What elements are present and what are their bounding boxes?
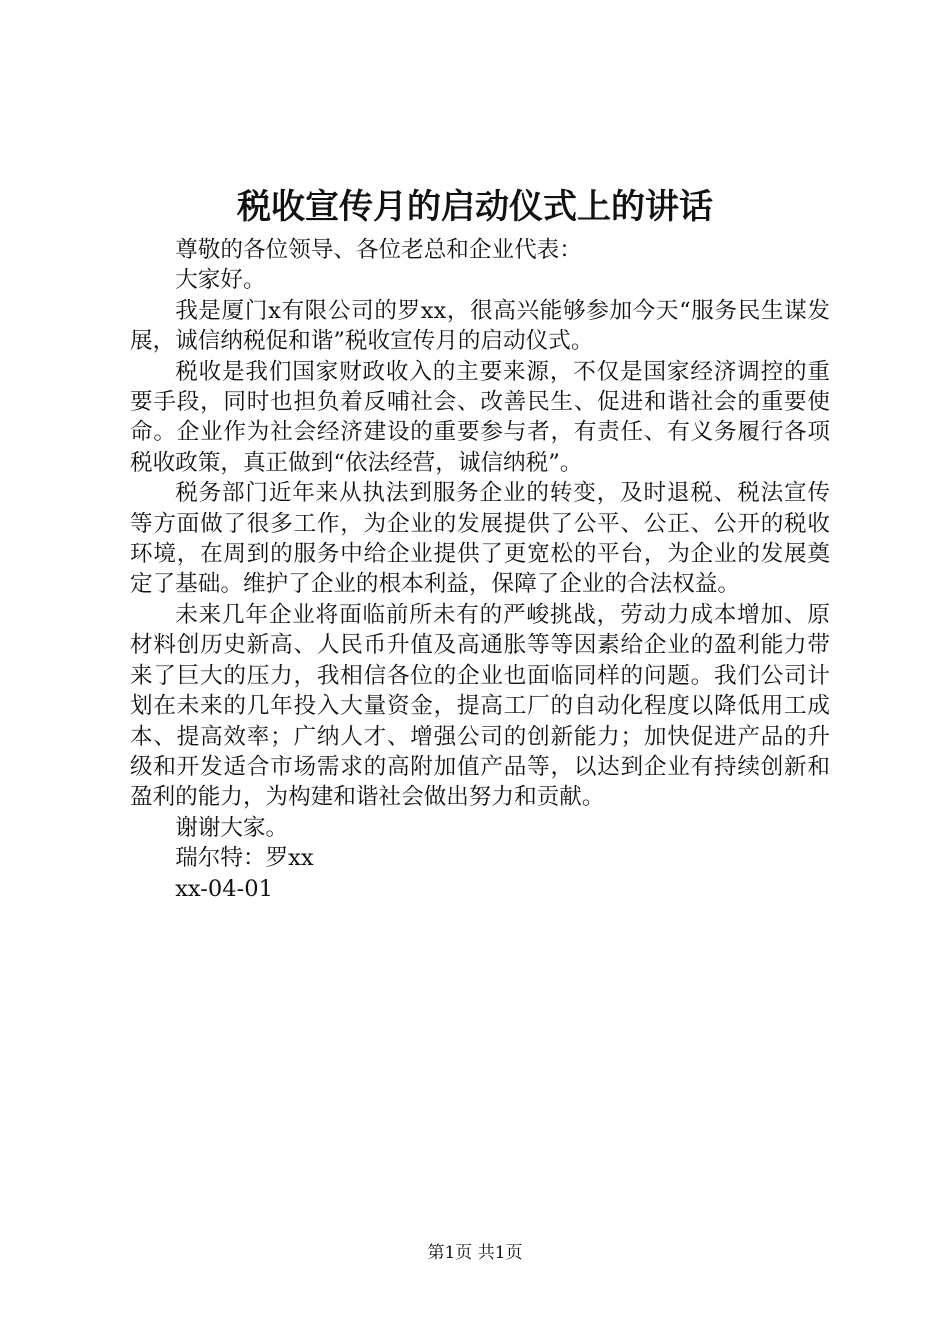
greeting: 大家好。 <box>175 267 266 294</box>
document-body <box>130 235 830 904</box>
date: xx-04-01 <box>175 875 274 902</box>
paragraph-tax-department: 税务部门近年来从执法到服务企业的转变，及时退税、税法宣传等方面做了很多工作，为企业的发展提供了公平、公正、公开的税收环境，在周到的服务中给企业提供了更宽松的平台，为企业的发展奠定了基础。维护了企业的根本利益，保障了企业的合法权益。 <box>130 480 830 598</box>
signature: 瑞尔特：罗xx <box>175 845 314 872</box>
document-title: 税收宣传月的启动仪式上的讲话 <box>237 187 713 227</box>
paragraph-future-plans: 未来几年企业将面临前所未有的严峻挑战，劳动力成本增加、原材料创历史新高、人民币升值及高通胀等等因素给企业的盈利能力带来了巨大的压力，我相信各位的企业也面临同样的问题。我们公司计划在未来的几年投入大量资金，提高工厂的自动化程度以降低用工成本、提高效率；广纳人才、增强公司的创新能力；加快促进产品的升级和开发适合市场需求的高附加值产品等，以达到企业有持续创新和盈利的能力，为构建和谐社会做出努力和贡献。 <box>130 601 830 811</box>
page-footer: 第1页 共1页 <box>427 1243 523 1263</box>
salutation: 尊敬的各位领导、各位老总和企业代表： <box>175 237 582 263</box>
closing: 谢谢大家。 <box>175 814 289 841</box>
paragraph-tax-importance: 税收是我们国家财政收入的主要来源，不仅是国家经济调控的重要手段，同时也担负着反哺社会、改善民生、促进和谐社会的重要使命。企业作为社会经济建设的重要参与者，有责任、有义务履行各项税收政策，真正做到“依法经营，诚信纳税”。 <box>130 358 830 476</box>
paragraph-intro: 我是厦门x有限公司的罗xx，很高兴能够参加今天“服务民生谋发展，诚信纳税促和谐”税收宣传月的启动仪式。 <box>130 297 830 355</box>
